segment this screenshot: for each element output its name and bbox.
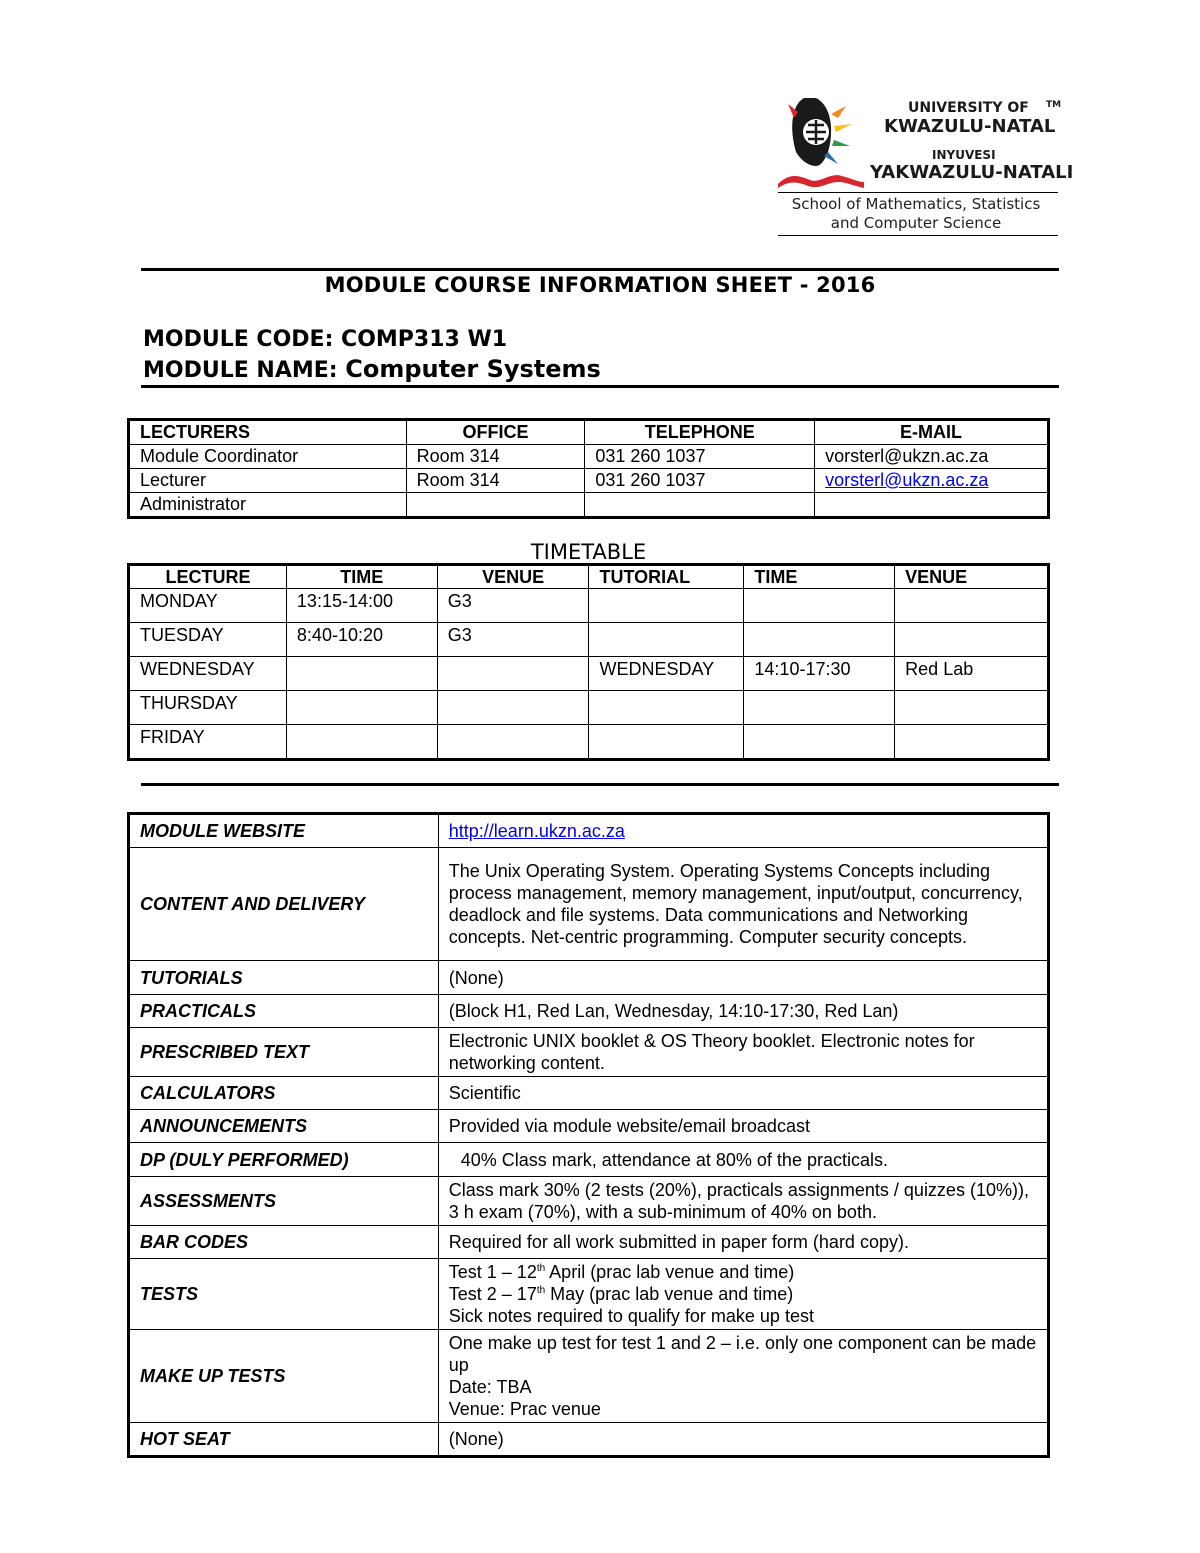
lecturer-telephone: 031 260 1037 [585, 469, 815, 493]
table-header-row [130, 566, 1048, 589]
logo-trademark: TM [1046, 100, 1062, 110]
makeup-date: Date: TBA [448, 1377, 532, 1397]
logo-divider [778, 235, 1058, 236]
module-info-table [129, 814, 1048, 1456]
section-rule [141, 783, 1059, 786]
tutorial-time-cell [744, 725, 895, 759]
logo-divider [778, 192, 1058, 193]
info-label: CALCULATORS [130, 1077, 439, 1110]
info-label: TESTS [130, 1259, 439, 1330]
lecturer-email: vorsterl@ukzn.ac.za [815, 445, 1048, 469]
info-label: CONTENT AND DELIVERY [130, 848, 439, 961]
table-row [130, 725, 1048, 759]
header-time: TIME [286, 566, 437, 589]
sick-notes-line: Sick notes required to qualify for make up test [448, 1306, 814, 1326]
test-2-sup: th [536, 1285, 546, 1296]
info-value: Electronic UNIX booklet & OS Theory booklet. Electronic notes for networking content. [438, 1028, 1047, 1077]
time-cell [286, 657, 437, 691]
logo-line-university-of: UNIVERSITY OF [908, 100, 1029, 116]
venue-cell [437, 691, 589, 725]
info-label: PRACTICALS [130, 995, 439, 1028]
day-cell: FRIDAY [130, 725, 287, 759]
info-row-barcodes [130, 1226, 1048, 1259]
table-row [130, 493, 1048, 517]
header-tutorial-venue: VENUE [895, 566, 1048, 589]
lecturer-role: Administrator [130, 493, 407, 517]
tutorial-cell [589, 623, 744, 657]
logo-school-line1: School of Mathematics, Statistics [791, 195, 1041, 213]
ukzn-emblem-icon [776, 92, 866, 192]
test-2-line [449, 1283, 1037, 1305]
tutorial-venue-cell [895, 691, 1048, 725]
tutorial-cell [589, 725, 744, 759]
tutorial-venue-cell [895, 623, 1048, 657]
info-row-content [130, 848, 1048, 961]
info-value [438, 1143, 1047, 1177]
info-label: TUTORIALS [130, 961, 439, 995]
module-website-link[interactable]: http://learn.ukzn.ac.za [448, 821, 625, 841]
lecturer-email-cell [815, 469, 1048, 493]
lecturers-table [129, 420, 1048, 517]
header-email: E-MAIL [815, 421, 1048, 445]
info-row-hotseat [130, 1423, 1048, 1456]
module-name-value: Computer Systems [345, 355, 601, 383]
test-1-sup: th [536, 1263, 546, 1274]
lecturer-office: Room 314 [406, 469, 585, 493]
info-value: (Block H1, Red Lan, Wednesday, 14:10-17:30, Red Lan) [438, 995, 1047, 1028]
lecturer-role: Module Coordinator [130, 445, 407, 469]
info-value: Scientific [438, 1077, 1047, 1110]
university-logo [776, 92, 1074, 240]
time-cell: 8:40-10:20 [286, 623, 437, 657]
info-row-calculators [130, 1077, 1048, 1110]
info-value: (None) [438, 1423, 1047, 1456]
info-label: DP (DULY PERFORMED) [130, 1143, 439, 1177]
info-value: Provided via module website/email broadcast [438, 1110, 1047, 1143]
tutorial-time-cell [744, 691, 895, 725]
header-rule [141, 268, 1059, 271]
test-1-line [449, 1261, 1037, 1283]
table-row [130, 657, 1048, 691]
test-1-text: Test 1 – 12 [448, 1262, 537, 1282]
tutorial-cell [589, 691, 744, 725]
tutorial-time-cell [744, 623, 895, 657]
header-office: OFFICE [406, 421, 585, 445]
info-row-dp [130, 1143, 1048, 1177]
info-value: (None) [438, 961, 1047, 995]
test-2-text-rest: May (prac lab venue and time) [545, 1284, 794, 1304]
info-row-assessments [130, 1177, 1048, 1226]
info-label: MAKE UP TESTS [130, 1330, 439, 1423]
lecturer-telephone [585, 493, 815, 517]
venue-cell [437, 657, 589, 691]
table-row [130, 469, 1048, 493]
info-value: Class mark 30% (2 tests (20%), practicals assignments / quizzes (10%)), 3 h exam (70%), with a sub-minimum of 40% on both. [438, 1177, 1047, 1226]
info-row-announcements [130, 1110, 1048, 1143]
time-cell [286, 691, 437, 725]
info-label: ASSESSMENTS [130, 1177, 439, 1226]
lecturer-email-link[interactable]: vorsterl@ukzn.ac.za [825, 470, 989, 490]
info-row-prescribed [130, 1028, 1048, 1077]
table-header-row [130, 421, 1048, 445]
header-lecturers: LECTURERS [130, 421, 407, 445]
info-label: ANNOUNCEMENTS [130, 1110, 439, 1143]
tutorial-venue-cell: Red Lab [895, 657, 1048, 691]
time-cell [286, 725, 437, 759]
day-cell: TUESDAY [130, 623, 287, 657]
tutorial-cell [589, 589, 744, 623]
lecturer-office: Room 314 [406, 445, 585, 469]
makeup-line: One make up test for test 1 and 2 – i.e. only one component can be made up [448, 1333, 1037, 1375]
timetable-table [129, 565, 1048, 759]
tutorial-time-cell: 14:10-17:30 [744, 657, 895, 691]
lecturer-telephone: 031 260 1037 [585, 445, 815, 469]
info-value: Required for all work submitted in paper form (hard copy). [438, 1226, 1047, 1259]
day-cell: WEDNESDAY [130, 657, 287, 691]
header-telephone: TELEPHONE [585, 421, 815, 445]
logo-line-yakwazulu-natali: YAKWAZULU-NATALI [870, 162, 1074, 183]
info-row-makeup [130, 1330, 1048, 1423]
info-row-tutorials [130, 961, 1048, 995]
logo-line-inyuvesi: INYUVESI [932, 148, 996, 162]
info-value: The Unix Operating System. Operating Systems Concepts including process management, memory management, input/output, concurrency, deadlock and file systems. Data communications and Networking concepts. Net-centric programming. Computer security concepts. [438, 848, 1047, 961]
time-cell: 13:15-14:00 [286, 589, 437, 623]
lecturer-office [406, 493, 585, 517]
module-code-value: COMP313 W1 [341, 327, 508, 352]
module-name-label: MODULE NAME: [143, 358, 338, 383]
day-cell: THURSDAY [130, 691, 287, 725]
table-row [130, 445, 1048, 469]
header-venue: VENUE [437, 566, 589, 589]
tutorial-time-cell [744, 589, 895, 623]
tutorial-cell: WEDNESDAY [589, 657, 744, 691]
dp-value: 40% Class mark, attendance at 80% of the practicals. [460, 1149, 888, 1170]
timetable-title: TIMETABLE [530, 540, 647, 564]
table-row [130, 623, 1048, 657]
info-label: HOT SEAT [130, 1423, 439, 1456]
info-label: MODULE WEBSITE [130, 815, 439, 848]
logo-school-line2: and Computer Science [830, 214, 1002, 232]
info-value [438, 1259, 1047, 1330]
lecturer-email [815, 493, 1048, 517]
header-tutorial: TUTORIAL [589, 566, 744, 589]
table-row [130, 691, 1048, 725]
venue-cell [437, 725, 589, 759]
info-value [438, 1330, 1047, 1423]
test-1-text-rest: April (prac lab venue and time) [545, 1262, 795, 1282]
lecturer-role: Lecturer [130, 469, 407, 493]
module-name [143, 355, 601, 383]
info-label: BAR CODES [130, 1226, 439, 1259]
module-code-label: MODULE CODE: [143, 327, 334, 352]
header-lecture: LECTURE [130, 566, 287, 589]
tutorial-venue-cell [895, 589, 1048, 623]
venue-cell: G3 [437, 623, 589, 657]
info-label: PRESCRIBED TEXT [130, 1028, 439, 1077]
info-row-tests [130, 1259, 1048, 1330]
day-cell: MONDAY [130, 589, 287, 623]
page-title: MODULE COURSE INFORMATION SHEET - 2016 [324, 273, 876, 297]
info-value [438, 815, 1047, 848]
module-rule [141, 385, 1059, 388]
info-row-website [130, 815, 1048, 848]
test-2-text: Test 2 – 17 [448, 1284, 537, 1304]
tutorial-venue-cell [895, 725, 1048, 759]
header-tutorial-time: TIME [744, 566, 895, 589]
logo-line-kwazulu-natal: KWAZULU-NATAL [884, 116, 1056, 137]
table-row [130, 589, 1048, 623]
venue-cell: G3 [437, 589, 589, 623]
info-row-practicals [130, 995, 1048, 1028]
module-code [143, 327, 507, 352]
makeup-venue: Venue: Prac venue [448, 1399, 601, 1419]
